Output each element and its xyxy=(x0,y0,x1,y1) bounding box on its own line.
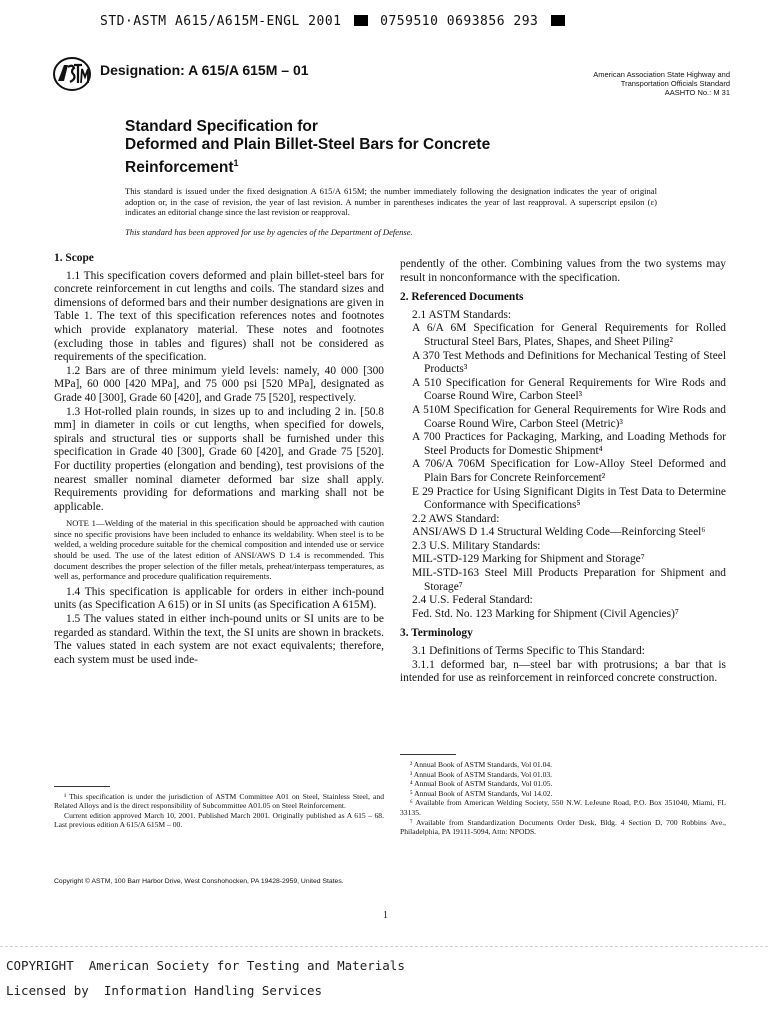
footnotes-left xyxy=(54,792,384,830)
footnote: ¹ This specification is under the jurisdiction of ASTM Committee A01 on Steel, Stainless Steel, and Related Alloys and is the direct responsibility of Subcommittee A01.05 on Steel Reinforcement. xyxy=(54,792,384,811)
reference-item: A 706/A 706M Specification for Low-Alloy Steel Deformed and Plain Bars for Concrete Reinforcement² xyxy=(412,458,726,484)
reference-item: A 510M Specification for General Requirements for Wire Rods and Coarse Round Wire, Carbon Steel (Metric)³ xyxy=(412,403,726,430)
footnote-divider xyxy=(54,786,110,787)
paragraph-1-5: 1.5 The values stated in either inch-pound units or SI units are to be regarded as standard. Within the text, the SI units are shown in brackets. The values stated in each system are not exact equivalents; therefore, each system must be used inde- xyxy=(54,613,384,666)
paragraph-1-3: 1.3 Hot-rolled plain rounds, in sizes up to and including 2 in. [50.8 mm] in diameter in coils or cut lengths, when specified for dowels, spirals and structural ties or supports shall be furnished under this specification in Grade 40 [300], Grade 60 [420], and Grade 75 [520]. For ductility properties (elongation and bending), test provisions of the nearest smaller nominal diameter deformed bar size shall apply. Requirements providing for deformations and marking shall not be applicable. xyxy=(54,405,384,513)
reference-item: ANSI/AWS D 1.4 Structural Welding Code—Reinforcing Steel⁶ xyxy=(412,526,706,539)
redaction-block xyxy=(354,15,368,26)
footnote: ⁷ Available from Standardization Documents Order Desk, Bldg. 4 Section D, 700 Robbins Ave., Philadelphia, PA 19111-5094, Attn: NPODS. xyxy=(400,817,726,837)
footnote: ⁴ Annual Book of ASTM Standards, Vol 01.05. xyxy=(410,779,553,789)
subsection-aws-standard: 2.2 AWS Standard: xyxy=(412,512,500,525)
note-1: NOTE 1—Welding of the material in this specification should be approached with caution since no specific provisions have been included to enhance its weldability. When steel is to be welded, a welding procedure suitable for the chemical composition and intended use or service should be used. The use of the latest edition of ANSI/AWS D 1.4 is recommended. This document describes the proper selection of the filler metals, preheat/interpass temperatures, as well as, performance and procedure qualification requirements. xyxy=(54,518,384,582)
reference-item: Fed. Std. No. 123 Marking for Shipment (Civil Agencies)⁷ xyxy=(412,607,679,620)
document-code-header xyxy=(100,14,700,29)
subsection-astm-standards: 2.1 ASTM Standards: xyxy=(412,308,512,321)
page-number: 1 xyxy=(383,910,388,921)
title-line: Standard Specification for xyxy=(125,118,318,135)
footer-license: Licensed by Information Handling Services xyxy=(6,983,323,998)
footer-copyright: COPYRIGHT American Society for Testing and Materials xyxy=(6,958,405,973)
title-line-text: Reinforcement xyxy=(125,159,234,177)
paragraph-1-2: 1.2 Bars are of three minimum yield levels: namely, 40 000 [300 MPa], 60 000 [420 MPa], and 75 000 psi [520 MPa], designated as Grade 40 [300], Grade 60 [420], and Grade 75 [520], respectively. xyxy=(54,364,384,404)
subsection-military-standards: 2.3 U.S. Military Standards: xyxy=(412,539,541,552)
issued-notice: This standard is issued under the fixed designation A 615/A 615M; the number immediately following the designation indicates the year of original adoption or, in the case of revision, the year of last revision. A number in parentheses indicates the year of last reapproval. A superscript epsilon (ε) indicates an editorial change since the last revision or reapproval. xyxy=(125,186,657,217)
document-code-text: STD·ASTM A615/A615M-ENGL 2001 xyxy=(100,14,342,29)
copyright-line: Copyright © ASTM, 100 Barr Harbor Drive, West Conshohocken, PA 19428-2959, United States. xyxy=(54,878,344,885)
footnote: ⁵ Annual Book of ASTM Standards, Vol 14.02. xyxy=(410,788,553,798)
reference-item: MIL-STD-129 Marking for Shipment and Storage⁷ xyxy=(412,553,645,566)
reference-item: A 700 Practices for Packaging, Marking, and Loading Methods for Steel Products for Domestic Shipment⁴ xyxy=(412,431,726,457)
footnote: ² Annual Book of ASTM Standards, Vol 01.04. xyxy=(410,760,553,769)
footnote: ³ Annual Book of ASTM Standards, Vol 01.03. xyxy=(410,769,553,779)
paragraph-3-1-1: 3.1.1 deformed bar, n—steel bar with protrusions; a bar that is intended for use as reinforcement in reinforced concrete construction. xyxy=(400,658,726,685)
designation: Designation: A 615/A 615M – 01 xyxy=(100,62,309,78)
left-column xyxy=(54,252,384,667)
aashto-line: American Association State Highway and xyxy=(593,70,730,79)
redaction-block xyxy=(551,15,565,26)
reference-item: A 510 Specification for General Requirements for Wire Rods and Coarse Round Wire, Carbon Steel³ xyxy=(412,376,726,403)
title-footnote-marker: 1 xyxy=(233,158,239,168)
astm-logo-icon xyxy=(52,57,92,91)
subsection-definitions: 3.1 Definitions of Terms Specific to This Standard: xyxy=(412,645,645,658)
section-heading-scope: 1. Scope xyxy=(54,252,94,264)
page-divider xyxy=(0,946,768,947)
document-code-number: 0759510 0693856 293 xyxy=(380,14,539,29)
reference-item: A 6/A 6M Specification for General Requirements for Rolled Structural Steel Bars, Plates, Shapes, and Sheet Piling² xyxy=(412,322,726,348)
section-heading-referenced-documents: 2. Referenced Documents xyxy=(400,291,524,304)
title-line: Deformed and Plain Billet-Steel Bars for Concrete xyxy=(125,136,491,153)
subsection-federal-standard: 2.4 U.S. Federal Standard: xyxy=(412,594,533,607)
document-title xyxy=(125,118,645,177)
reference-item: A 370 Test Methods and Definitions for Mechanical Testing of Steel Products³ xyxy=(412,349,726,376)
aashto-line: Transportation Officials Standard xyxy=(620,79,730,88)
title-line xyxy=(125,154,645,177)
reference-item: E 29 Practice for Using Significant Digits in Test Data to Determine Conformance with Specifications⁵ xyxy=(412,485,726,512)
footnote-divider xyxy=(400,754,456,755)
aashto-number: AASHTO No.: M 31 xyxy=(664,88,730,97)
aashto-notice xyxy=(490,70,730,97)
footnotes-right xyxy=(400,760,726,837)
reference-item: MIL-STD-163 Steel Mill Products Preparation for Shipment and Storage⁷ xyxy=(412,567,726,593)
right-column xyxy=(400,258,726,686)
paragraph-1-5-continued: pendently of the other. Combining values from the two systems may result in nonconformance with the specification. xyxy=(400,258,726,284)
paragraph-1-4: 1.4 This specification is applicable for orders in either inch-pound units (as Specification A 615) or in SI units (as Specification A 615M). xyxy=(54,585,384,612)
paragraph-1-1: 1.1 This specification covers deformed and plain billet-steel bars for concrete reinforcement in cut lengths and coils. The standard sizes and dimensions of deformed bars and their number designations are given in Table 1. The text of this specification references notes and footnotes which provide explanatory material. These notes and footnotes (excluding those in tables and figures) shall not be considered as requirements of the specification. xyxy=(54,269,384,364)
footnote: Current edition approved March 10, 2001. Published March 2001. Originally published as A 615 – 68. Last previous edition A 615/A 615M – 00. xyxy=(54,810,384,830)
footnote: ⁶ Available from American Welding Society, 550 N.W. LeJeune Road, P.O. Box 351040, Miami, FL 33135. xyxy=(400,798,726,817)
section-heading-terminology: 3. Terminology xyxy=(400,627,473,640)
approved-notice: This standard has been approved for use by agencies of the Department of Defense. xyxy=(125,227,413,237)
